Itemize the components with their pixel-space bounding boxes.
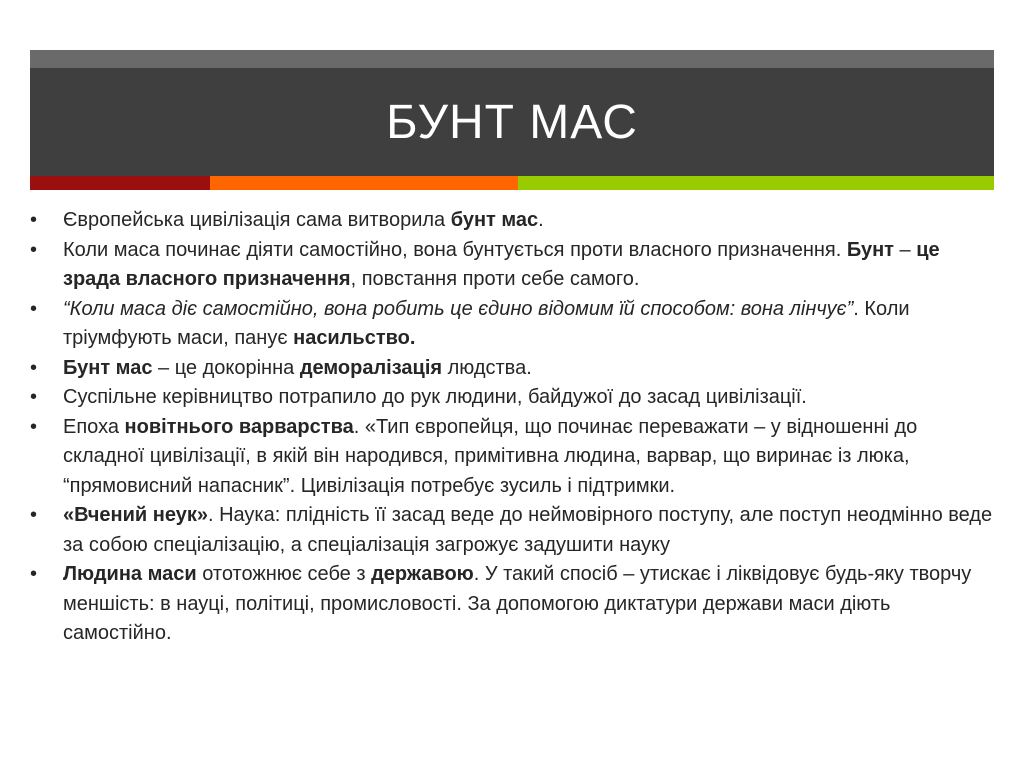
bold-text: Бунт (846, 238, 894, 261)
title-top-strip (30, 50, 994, 68)
bold-text: новітнього варварства (124, 415, 354, 438)
bullet-item (30, 383, 994, 413)
slide-title: БУНТ МАС (386, 95, 638, 149)
bullet-text: Суспільне керівництво потрапило до рук людини, байдужої до засад цивілізації. (63, 386, 807, 408)
bold-text: державою (371, 563, 474, 585)
bold-text: це зрада власного призначення (63, 238, 940, 290)
bold-text: деморалізація (299, 356, 443, 379)
bullet-text: ототожнює себе з (196, 563, 372, 585)
bullet-text: Європейська цивілізація сама витворила (63, 209, 451, 231)
bullet-text: . Коли тріумфують маси, панує (63, 297, 910, 349)
bullet-text: Епоха (63, 415, 125, 438)
slide-body (30, 206, 994, 649)
bullet-text: . (538, 209, 544, 231)
bullet-text: . «Тип європейця, що починає переважати – у відношенні до складної цивілізації, в якій він народився, примітивна людина, варвар, що виринає із люка, “прямовисний напасник”. Цивілізація потребує зусиль і підтримки. (63, 415, 918, 497)
bullet-item (30, 295, 994, 354)
bullet-item (30, 206, 994, 236)
title-band (30, 50, 994, 176)
bullet-text: – це докорінна (152, 356, 300, 379)
accent-bar-orange (210, 176, 518, 190)
bullet-item (30, 354, 994, 384)
bullet-item (30, 236, 994, 295)
bold-text: Бунт мас (63, 356, 153, 379)
bold-text: насильство. (293, 327, 416, 349)
bullet-text: . У такий спосіб – утискає і ліквідовує будь-яку творчу меншість: в науці, політиці, промисловості. За допомогою диктатури держави маси діють самостійно. (63, 563, 972, 644)
bullet-text: Коли маса починає діяти самостійно, вона бунтується проти власного призначення. (63, 238, 847, 261)
bullet-item (30, 413, 994, 502)
italic-text: “Коли маса діє самостійно, вона робить це єдино відомим їй способом: вона лінчує” (63, 297, 854, 320)
bullet-item (30, 560, 994, 649)
bullet-text: – (893, 238, 917, 261)
bold-text: Людина маси (63, 563, 197, 585)
bullet-list (30, 206, 994, 649)
bullet-text: . Наука: плідність її засад веде до неймовірного поступу, але поступ неодмінно веде за собою спеціалізацію, а спеціалізація загрожує задушити науку (63, 504, 993, 556)
bold-text: бунт мас (450, 209, 539, 231)
bullet-text: , повстання проти себе самого. (350, 268, 640, 290)
accent-bar-red (30, 176, 210, 190)
bullet-item (30, 501, 994, 560)
accent-bar-green (518, 176, 994, 190)
bullet-text: людства. (442, 356, 532, 379)
accent-color-bar (30, 176, 994, 190)
bold-text: «Вчений неук» (63, 504, 208, 526)
